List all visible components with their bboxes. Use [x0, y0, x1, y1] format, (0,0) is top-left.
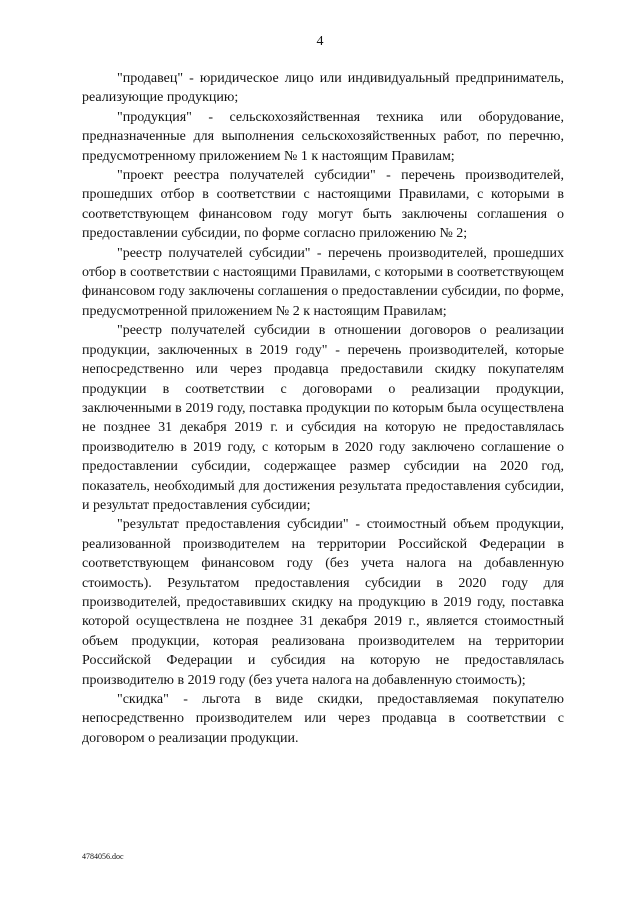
definition-paragraph-seller: "продавец" - юридическое лицо или индивидуальный предприниматель, реализующие продукцию;	[82, 71, 564, 106]
page-number: 4	[316, 34, 324, 49]
definition-paragraph-discount: "скидка" - льгота в виде скидки, предоставляемая покупателю непосредственно производителем или через продавца в соответствии с договором о реализации продукции.	[82, 692, 564, 746]
definition-paragraph-draft-registry: "проект реестра получателей субсидии" - перечень производителей, прошедших отбор в соответствии с настоящими Правилами, с которыми в соответствующем финансовом году могут быть заключены соглашения о предоставлении субсидии, по форме согласно приложению № 2;	[82, 168, 564, 242]
definition-paragraph-product: "продукция" - сельскохозяйственная техника или оборудование, предназначенные для выполнения сельскохозяйственных работ, по перечню, предусмотренному приложением № 1 к настоящим Правилам;	[82, 109, 564, 164]
definition-paragraph-registry-2019: "реестр получателей субсидии в отношении договоров о реализации продукции, заключенных в 2019 году" - перечень производителей, которые непосредственно или через продавца предоставили скидку покупателям продукции в соответствии с договорами о реализации продукции, заключенными в 2019 году, поставка продукции по которым была осуществлена не позднее 31 декабря 2019 г. и субсидия на которую не предоставлялась производителю в 2019 году, с которым в 2020 году заключено соглашение о предоставлении субсидии, содержащее размер субсидии на 2020 год, показатель, необходимый для достижения результата предоставления субсидии, и результат предоставления субсидии;	[82, 323, 564, 513]
definition-paragraph-registry: "реестр получателей субсидии" - перечень производителей, прошедших отбор в соответствии с настоящими Правилами, с которыми в соответствующем финансовом году заключены соглашения о предоставлении субсидии, по форме, предусмотренной приложением № 2 к настоящим Правилам;	[82, 245, 564, 319]
definition-paragraph-result: "результат предоставления субсидии" - стоимостный объем продукции, реализованной производителем на территории Российской Федерации в соответствующем финансовом году (без учета налога на добавленную стоимость). Результатом предоставления субсидии в 2020 году для производителей, предоставивших скидку на продукцию в 2019 году, поставка которой осуществлена не позднее 31 декабря 2019 г., является стоимостный объем продукции, которая реализована производителем на территории Российской Федерации и субсидия на которую не предоставлялась производителю в 2019 году (без учета налога на добавленную стоимость);	[82, 517, 564, 688]
document-body	[82, 69, 564, 748]
document-file-code: 4784056.doc	[82, 852, 124, 861]
